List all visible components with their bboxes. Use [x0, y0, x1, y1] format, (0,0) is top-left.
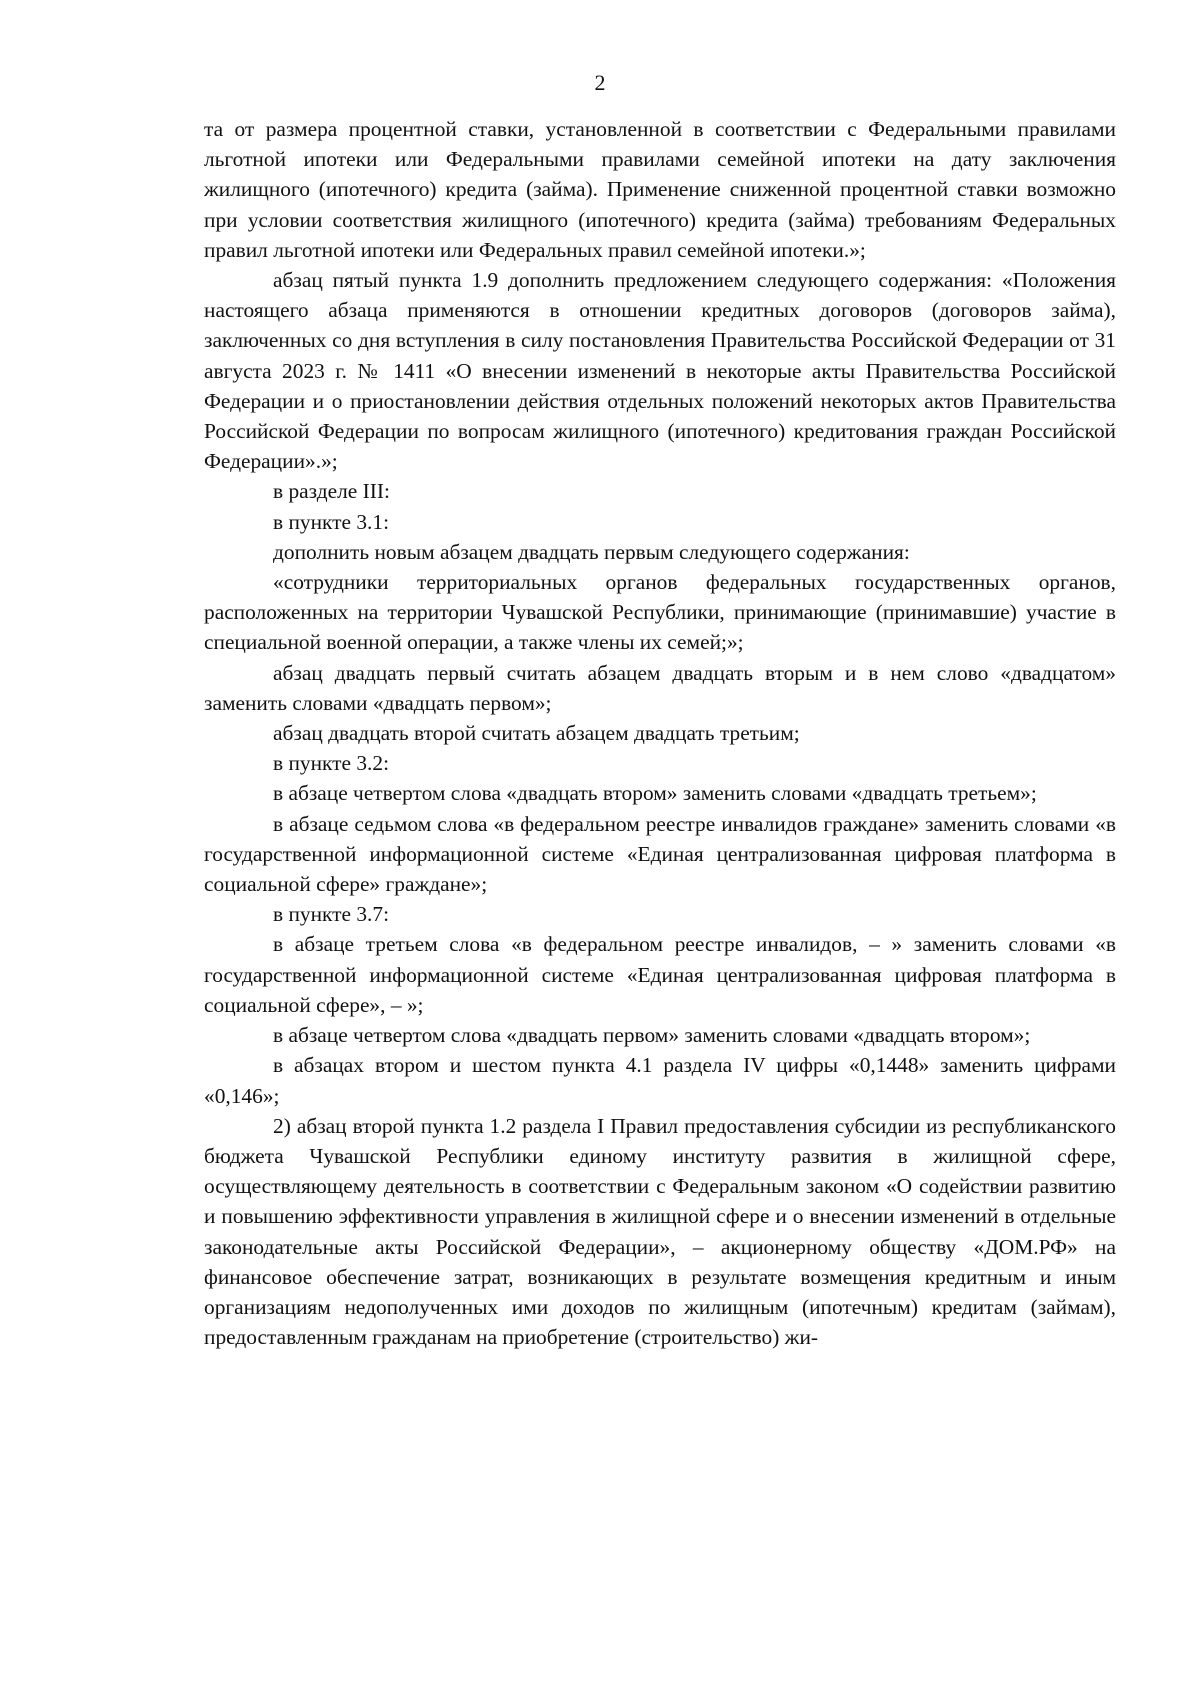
- paragraph: в пункте 3.7:: [273, 902, 390, 927]
- paragraph: в пункте 3.1:: [273, 509, 390, 534]
- paragraph: 2) абзац второй пункта 1.2 раздела I Правил предоставления субсидии из республиканского бюджета Чувашской Республики единому институту развития в жилищной сфере, осуществляющему деятельность в соответствии с Федеральным законом «О содействии развитию и повышению эффективности управления в жилищной сфере и о внесении изменений в отдельные законодательные акты Российской Федерации», – акционерному обществу «ДОМ.РФ» на финансовое обеспечение затрат, возникающих в результате возмещения кредитным и иным организациям недополученных ими доходов по жилищным (ипотечным) кредитам (займам), предоставленным гражданам на приобретение (строительство) жи-: [204, 1113, 1116, 1350]
- paragraph: абзац двадцать первый считать абзацем двадцать вторым и в нем слово «двадцатом» заменить словами «двадцать первом»;: [204, 660, 1116, 715]
- paragraph-continuation: та от размера процентной ставки, установленной в соответствии с Федеральными правилами льготной ипотеки или Федеральными правилами семейной ипотеки на дату заключения жилищного (ипотечного) кредита (займа). Применение сниженной процентной ставки возможно при условии соответствия жилищного (ипотечного) кредита (займа) требованиям Федеральных правил льготной ипотеки или Федеральных правил семейной ипотеки.»;: [204, 117, 1116, 262]
- paragraph: в пункте 3.2:: [273, 751, 390, 776]
- paragraph: в разделе III:: [273, 479, 390, 504]
- paragraph: в абзаце третьем слова «в федеральном реестре инвалидов, – » заменить словами «в государственной информационной системе «Единая централизованная цифровая платформа в социальной сфере», – »;: [204, 932, 1116, 1017]
- page-number: 2: [594, 70, 606, 95]
- paragraph: в абзаце четвертом слова «двадцать втором» заменить словами «двадцать третьем»;: [273, 781, 1037, 806]
- paragraph: в абзаце четвертом слова «двадцать первом» заменить словами «двадцать втором»;: [273, 1023, 1031, 1048]
- paragraph: в абзацах втором и шестом пункта 4.1 раздела IV цифры «0,1448» заменить цифрами «0,146»;: [204, 1053, 1116, 1108]
- paragraph: абзац двадцать второй считать абзацем двадцать третьим;: [273, 721, 800, 746]
- paragraph: дополнить новым абзацем двадцать первым следующего содержания:: [273, 539, 910, 564]
- paragraph: абзац пятый пункта 1.9 дополнить предложением следующего содержания: «Положения настоящего абзаца применяются в отношении кредитных договоров (договоров займа), заключенных со дня вступления в силу постановления Правительства Российской Федерации от 31 августа 2023 г. № 1411 «О внесении изменений в некоторые акты Правительства Российской Федерации и о приостановлении действия отдельных положений некоторых актов Правительства Российской Федерации по вопросам жилищного (ипотечного) кредитования граждан Российской Федерации».»;: [204, 268, 1116, 474]
- paragraph: в абзаце седьмом слова «в федеральном реестре инвалидов граждане» заменить словами «в государственной информационной системе «Единая централизованная цифровая платформа в социальной сфере» граждане»;: [204, 811, 1116, 897]
- document-body: [204, 114, 1116, 1352]
- paragraph: «сотрудники территориальных органов федеральных государственных органов, расположенных на территории Чувашской Республики, принимающие (принимавшие) участие в специальной военной операции, а также члены их семей;»;: [204, 570, 1116, 655]
